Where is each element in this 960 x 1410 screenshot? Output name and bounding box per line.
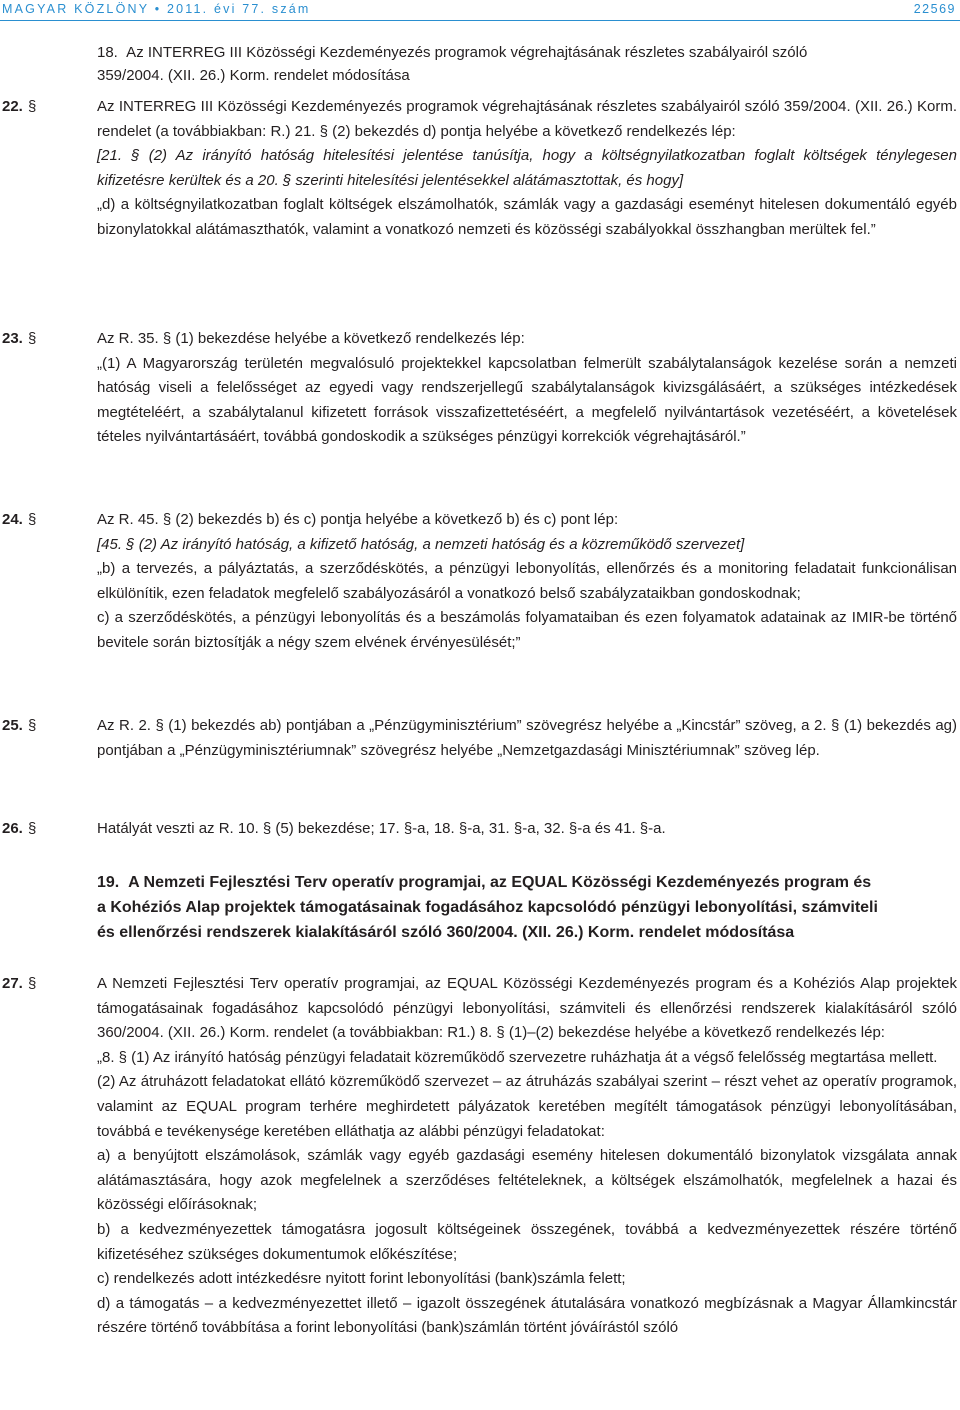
section-title-19: [97, 870, 937, 945]
item-text-italic: [45. § (2) Az irányító hatóság, a kifizető hatóság, a nemzeti hatóság és a közreműködő szervezet]: [97, 535, 745, 553]
item-text: „d) a költségnyilatkozatban foglalt költségek elszámolhatók, számlák vagy a gazdasági eseményt hitelesen dokumentáló egyéb bizonylatokkal alátámaszthatók, valamint a vonatkozó nemzeti és közösségi szabályokkal összhangban merültek fel.”: [97, 196, 957, 238]
section-title-line: 18. Az INTERREG III Közösségi Kezdeményezés programok végrehajtásának részletes szabályairól szóló: [97, 44, 808, 61]
item-body: [97, 714, 957, 763]
item-text: (2) Az átruházott feladatokat ellátó közreműködő szervezet – az átruházás szabályai szerint – részt vehet az operatív programok, valamint az EQUAL program terhére meghirdetett pályázatok keretében megítélt támogatások pénzügyi lebonyolításában, továbbá e tevékenysége keretében elláthatja az alábbi pénzügyi feladatokat:: [97, 1073, 957, 1140]
section-sign: §: [28, 820, 37, 837]
item-body: [97, 95, 957, 243]
item-text: Hatályát veszti az R. 10. § (5) bekezdése; 17. §-a, 18. §-a, 31. §-a, 32. §-a és 41. §-a.: [97, 820, 666, 837]
item-text: A Nemzeti Fejlesztési Terv operatív programjai, az EQUAL Közösségi Kezdeményezés program és a Kohéziós Alap projektek támogatásainak fogadásához kapcsolódó pénzügyi lebonyolítási, számviteli és ellenőrzési rendszerek kialakításáról szóló 360/2004. (XII. 26.) Korm. rendelet (a továbbiakban: R1.) 8. § (1)–(2) bekezdése helyébe a következő rendelkezés lép:: [97, 975, 957, 1042]
section-title-line: 359/2004. (XII. 26.) Korm. rendelet módosítása: [97, 67, 410, 84]
item-body: [97, 327, 957, 450]
item-text-italic: [21. § (2) Az irányító hatóság hitelesítési jelentése tanúsítja, hogy a költségnyilatkozatban foglalt költségek ténylegesen kifizetésre kerültek és a 20. § szerinti hitelesítési jelentésekkel alátámasztottak, és hogy]: [97, 147, 957, 189]
item-text: Az INTERREG III Közösségi Kezdeményezés programok végrehajtásának részletes szabályairól szóló 359/2004. (XII. 26.) Korm. rendelet (a továbbiakban: R.) 21. § (2) bekezdés d) pontja helyébe a következő rendelkezés lép:: [97, 98, 957, 140]
item-body: [97, 508, 957, 656]
item-text: Az R. 2. § (1) bekezdés ab) pontjában a „Pénzügyminisztérium” szövegrész helyébe a „Kincstár” szöveg, a 2. § (1) bekezdés ag) pontjában a „Pénzügyminisztériumnak” szövegrész helyébe „Nemzetgazdasági Minisztériumnak” szöveg lép.: [97, 717, 957, 759]
section-title-line: a Kohéziós Alap projektek támogatásainak fogadásához kapcsolódó pénzügyi lebonyolítási, számviteli: [97, 899, 878, 916]
item-number: 27.: [2, 975, 23, 992]
item-text: d) a támogatás – a kedvezményezettet illető – igazolt összegének átutalására vonatkozó megbízásnak a Magyar Államkincstár részére történő továbbítása a forint lebonyolítási (bank)számlán történt jóváírástól szóló: [97, 1294, 957, 1337]
item-text: b) a kedvezményezettek támogatásra jogosult költségeinek összegének, továbbá a kedvezményezettek részére történő kifizetéséhez szükséges dokumentumok előkészítése;: [97, 1220, 957, 1263]
header-rule: [0, 20, 960, 21]
section-sign: §: [28, 511, 37, 528]
item-number: 25.: [2, 717, 23, 734]
item-text: „(1) A Magyarország területén megvalósuló projektekkel kapcsolatban felmerült szabálytalanságok kezelése során a nemzeti hatóság viseli a felelősséget az egyedi vagy rendszerjellegű szabálytalanságok kivizsgálásáért, a szükséges intézkedések megtételéért, a szabálytalanul kifizetett források visszafizettetéséért, a megfelelő nyilvántartások vezetéséért, a követelések tételes nyilvántartásáért, továbbá gondoskodik a szükséges pénzügyi korrekciók végrehajtásáról.”: [97, 354, 957, 446]
item-body: [97, 817, 957, 842]
item-text: a) a benyújtott elszámolások, számlák vagy egyéb gazdasági esemény hitelesen dokumentáló bizonylatok vizsgálata annak alátámasztására, hogy azok megfelelnek a szerződéses feltételeknek, a költségek elszámolhatók, megfelelnek a hazai és közösségi előírásoknak;: [97, 1147, 957, 1214]
item-text: c) rendelkezés adott intézkedésre nyitott forint lebonyolítási (bank)számla felett;: [97, 1270, 626, 1288]
item-text: „8. § (1) Az irányító hatóság pénzügyi feladatait közreműködő szervezetre ruházhatja át a végső felelősség megtartása mellett.: [97, 1048, 938, 1066]
section-sign: §: [28, 717, 37, 734]
item-number: 22.: [2, 98, 23, 115]
section-title-line: 19. A Nemzeti Fejlesztési Terv operatív programjai, az EQUAL Közösségi Kezdeményezés program és: [97, 874, 872, 891]
section-sign: §: [28, 98, 37, 115]
section-title-18: [97, 41, 957, 87]
item-text: c) a szerződéskötés, a pénzügyi lebonyolítás és a beszámolás folyamataiban és ezen folyamatok adatainak az IMIR-be történő bevitele során biztosítják a négy szem elvének érvényesülését;”: [97, 609, 957, 651]
section-sign: §: [28, 330, 37, 347]
item-body: [97, 972, 957, 1341]
section-title-line: és ellenőrzési rendszerek kialakításáról szóló 360/2004. (XII. 26.) Korm. rendelet módosítása: [97, 924, 795, 941]
item-text: Az R. 35. § (1) bekezdése helyébe a következő rendelkezés lép:: [97, 330, 525, 347]
item-text: „b) a tervezés, a pályáztatás, a szerződéskötés, a pénzügyi lebonyolítás, ellenőrzés és a monitoring feladatait funkcionálisan elkülönítik, ezen feladatok megfelelő szabályozásáról a vonatkozó belső szabályzataikban gondoskodnak;: [97, 560, 957, 602]
page-number: 22569: [913, 2, 956, 16]
section-sign: §: [28, 975, 37, 992]
journal-title: MAGYAR KÖZLÖNY • 2011. évi 77. szám: [2, 2, 311, 16]
page-header: [0, 0, 960, 20]
item-number: 23.: [2, 330, 23, 347]
item-number: 24.: [2, 511, 23, 528]
item-number: 26.: [2, 820, 23, 837]
item-text: Az R. 45. § (2) bekezdés b) és c) pontja helyébe a következő b) és c) pont lép:: [97, 511, 619, 528]
